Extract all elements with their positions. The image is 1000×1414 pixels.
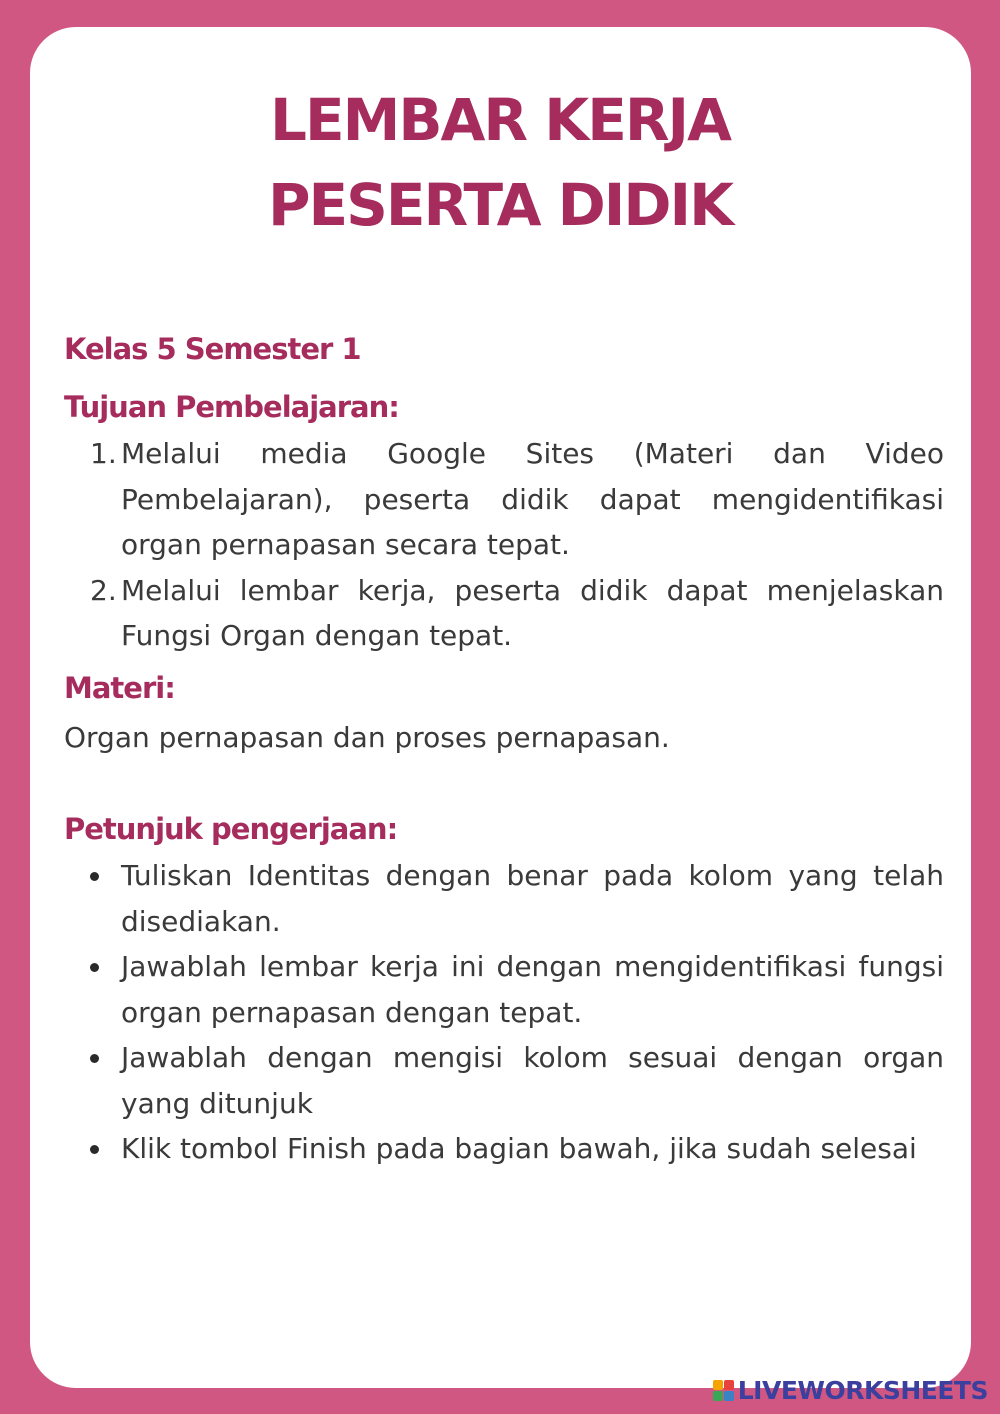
list-item	[64, 853, 944, 944]
material-text: Organ pernapasan dan proses pernapasan.	[64, 721, 670, 754]
learning-objectives-heading: Tujuan Pembelajaran:	[64, 390, 399, 424]
title-line-2: PESERTA DIDIK	[267, 171, 733, 239]
list-item-text: Jawablah lembar kerja ini dengan mengidentifikasi fungsi organ pernapasan dengan tepat.	[121, 950, 944, 1029]
bullet-icon	[90, 1054, 99, 1063]
list-item-text: Melalui media Google Sites (Materi dan Video Pembelajaran), peserta didik dapat mengidentifikasi organ pernapasan secara tepat.	[121, 437, 944, 561]
title-line-1: LEMBAR KERJA	[270, 86, 730, 154]
list-item	[64, 431, 944, 568]
bullet-icon	[90, 1145, 99, 1154]
list-item-text: Tuliskan Identitas dengan benar pada kolom yang telah disediakan.	[121, 859, 944, 938]
instructions-list	[64, 853, 944, 1172]
learning-objectives-list	[64, 431, 944, 659]
bullet-icon	[90, 872, 99, 881]
brand-name: LIVEWORKSHEETS	[737, 1375, 988, 1405]
material-heading: Materi:	[64, 671, 175, 705]
list-item	[64, 944, 944, 1035]
page-title	[0, 78, 1000, 248]
bullet-icon	[90, 963, 99, 972]
list-number: 2.	[90, 573, 117, 607]
list-item-text: Melalui lembar kerja, peserta didik dapat menjelaskan Fungsi Organ dengan tepat.	[121, 573, 944, 652]
list-item	[64, 568, 944, 659]
list-item	[64, 1035, 944, 1126]
liveworksheets-brand[interactable]	[713, 1376, 988, 1404]
class-semester-heading: Kelas 5 Semester 1	[64, 332, 361, 366]
list-item-text: Klik tombol Finish pada bagian bawah, jika sudah selesai	[121, 1132, 917, 1165]
instructions-heading: Petunjuk pengerjaan:	[64, 812, 398, 846]
list-item	[64, 1126, 944, 1172]
list-item-text: Jawablah dengan mengisi kolom sesuai dengan organ yang ditunjuk	[121, 1041, 944, 1120]
list-number: 1.	[90, 437, 117, 470]
liveworksheets-logo-icon	[713, 1380, 734, 1401]
